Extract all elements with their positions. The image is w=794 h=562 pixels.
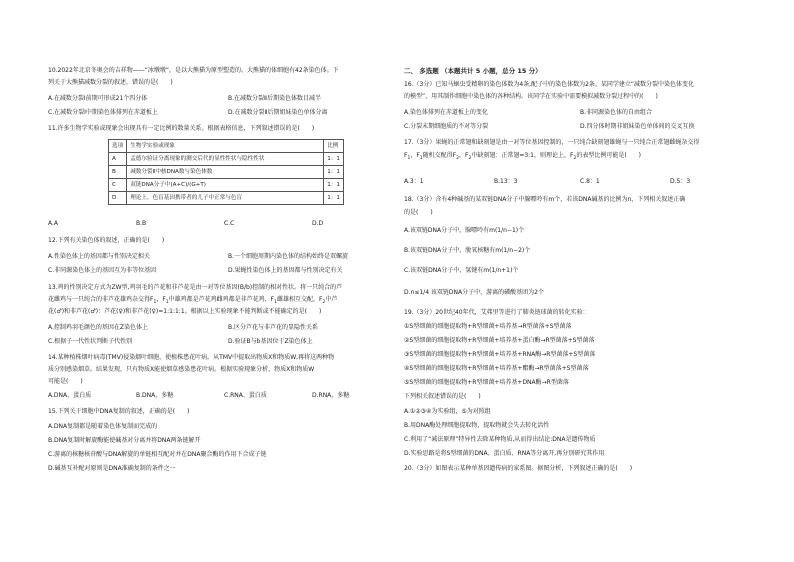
q14-options — [48, 393, 378, 400]
q11-table — [108, 139, 344, 205]
q10-stem-line1: 10.2022年北京冬奥会的吉祥物——“冰墩墩”，是以大熊猫为原型塑造的。大熊猫的体细胞有42条染色体。下 — [48, 67, 339, 74]
q19-option-c: C.利用了“减法原理”特异性去除某种物质,从而得出结论:DNA是遗传物质 — [404, 436, 596, 443]
q11-option-a: A.A — [48, 220, 59, 227]
table-cell: 1：1 — [324, 153, 344, 166]
table-cell: A — [109, 153, 127, 166]
q19-item-1: ①S型细菌的细胞提取物+R型细菌+培养基→R型菌落+S型菌落 — [404, 323, 572, 330]
q16-stem-line2: 的模型”，用其制作细胞中染色体的各种结构。该同学在实验中需要模拟减数分裂过程中的( ) — [404, 93, 658, 100]
q18-option-c: C.该双链DNA分子中，氢键有m(1/n+1)个 — [404, 267, 519, 274]
q14-stem-line2: 质分别感染烟草。结果发现，只有物质X能使烟草感染患花叶病。根据实验现象分析，物质X和物质W — [48, 366, 315, 373]
q11-stem: 11.许多生物学实验或现象会出现具有一定比例的数量关系。根据表格信息，下列叙述错误的是( ) — [48, 125, 315, 132]
q12-stem: 12.下列有关染色体的叙述，正确的是( ) — [48, 237, 165, 244]
q15-option-a: A.DNA复制都是随着染色体复制而完成的 — [48, 423, 158, 430]
q10-stem-line2: 列关于大熊猫减数分裂的叙述，错误的是( ) — [48, 79, 173, 86]
q14-option-a: A.DNA、蛋白质 — [48, 392, 92, 399]
table-cell: 1：1 — [324, 192, 344, 205]
q15-option-c: C.游离的核糖核苷酸与DNA解旋的单链相互配对并在DNA聚合酶的作用下合成子链 — [48, 451, 267, 458]
q11-option-d: D.D — [312, 220, 324, 227]
q19-item-2: ②S型细菌的细胞提取物+R型细菌+培养基+蛋白酶→R型菌落+S型菌落 — [404, 337, 595, 344]
q19-item-4: ④S型细菌的细胞提取物+R型细菌+培养基+酯酶→R型菌落+S型菌落 — [404, 365, 589, 372]
q12-option-c: C.非同源染色体上的基因互为非等位基因 — [48, 267, 157, 274]
table-cell: 1：1 — [324, 179, 344, 192]
table-cell: B — [109, 166, 127, 179]
table-row — [109, 192, 344, 205]
q14-option-d: D.RNA、多糖 — [312, 392, 350, 399]
q16-stem-line1: 16.（3分）已知马蛔虫受精卵的染色体数为4条,配子中的染色体数为2条。某同学建立“减数分裂中染色体变化 — [404, 81, 695, 88]
q12-option-b: B.一个细胞周期内染色体的结构始终是双螺旋 — [228, 253, 349, 260]
q13-option-d: D.验证B与b基因位于Z染色体上 — [228, 338, 313, 345]
q11-options — [48, 221, 378, 228]
q10-option-c: C.在减数分裂Ⅰ中期染色体排列在赤道板上 — [48, 109, 158, 116]
q17-option-d: D.5：3 — [670, 178, 691, 185]
q18-stem-line1: 18.（3分）含有4种碱基的某双链DNA分子中腺嘌呤有m个，若该DNA碱基的比例为n，下列相关叙述正确 — [404, 196, 686, 203]
q16-option-b: B.非同源染色体的自由组合 — [580, 109, 653, 116]
q19-option-d: D.实验思路是将S型细菌的DNA、蛋白质、RNA等分离开,再分别研究其作用 — [404, 450, 605, 457]
q19-option-a: A.①②③④为实验组，⑤为对照组 — [404, 408, 491, 415]
q14-stem-line3: 可能是( ) — [48, 378, 83, 385]
q13-option-a: A.控制鸡羽毛颜色的基因在Z染色体上 — [48, 324, 149, 331]
table-cell: D — [109, 192, 127, 205]
q13-option-c: C.根据子一代性状判断子代性别 — [48, 338, 133, 345]
table-header-cell: 生物学实验或现象 — [127, 140, 324, 153]
q14-option-b: B.DNA、多糖 — [136, 392, 174, 399]
q19-stem: 19.（3分）20世纪40年代，艾弗里等进行了肺炎链球菌的转化实验： — [404, 309, 589, 316]
q19-stem-line2: 下列相关叙述错误的是( ) — [404, 393, 481, 400]
table-header-cell: 选项 — [109, 140, 127, 153]
table-header-cell: 比例 — [324, 140, 344, 153]
q19-item-5: ⑤S型细菌的细胞提取物+R型细菌+培养基+DNA酶→R型菌落 — [404, 379, 569, 386]
q17-options — [404, 179, 749, 186]
table-row — [109, 179, 344, 192]
q19-option-b: B.用DNA酶处理细胞提取物，提取物就会失去转化活性 — [404, 422, 550, 429]
q13-stem-line3: 花(♂)和非芦花(♂)：芦花(♀)和非芦花(♀)=1:1:1:1。根据以上实验现象不能判断或不能确定的是( ) — [48, 308, 322, 315]
q17-option-b: B.13：3 — [494, 178, 518, 185]
q16-option-a: A.染色体排列在赤道板上的变化 — [404, 109, 488, 116]
table-row — [109, 166, 344, 179]
table-cell: C — [109, 179, 127, 192]
q10-option-b: B.在减数分裂Ⅱ后期染色体数目减半 — [228, 95, 321, 102]
table-cell: 减数分裂Ⅱ中核DNA数与染色体数 — [127, 166, 324, 179]
q11-option-b: B.B — [136, 220, 147, 227]
q13-option-b: B.区分芦花与非芦花的显隐性关系 — [228, 324, 319, 331]
q19-item-3: ③S型细菌的细胞提取物+R型细菌+培养基+RNA酶→R型菌落+S型菌落 — [404, 351, 596, 358]
q18-option-a: A.该双链DNA分子中，腺嘌呤有m(1/n−1)个 — [404, 227, 525, 234]
q14-stem-line1: 14.某种植株烟叶病毒(TMV)侵染烟叶细胞，使植株患花叶病。从TMV中提取出物质X和物质W,再将这两种物 — [48, 354, 335, 361]
q13-stem-line1: 13.鸡的性别决定方式为ZW型,鸡羽毛的芦花和非芦花是由一对等位基因(B/b)控制的相对性状。将一只纯合的芦 — [48, 284, 343, 291]
q17-stem-line2: $F_1$，$F_1$随机交配得$F_2$，$F_2$中缺刻翅：正常翅=3:1，则理论上，$F_2$的表型比例可能是( ) — [404, 152, 642, 162]
q15-option-b: B.DNA复制时解旋酶能使碱基对分离并将DNA两条链解开 — [48, 437, 201, 444]
table-cell: 1：1 — [324, 166, 344, 179]
q18-stem-line2: 的是( ) — [404, 209, 433, 216]
q15-option-d: D.碱基互补配对原则是DNA准确复制的条件之一 — [48, 465, 176, 472]
q16-option-d: D.四分体时期非姐妹染色单体间的交叉互换 — [580, 123, 695, 130]
q17-option-a: A.3：1 — [404, 178, 424, 185]
q17-option-c: C.8：1 — [580, 178, 600, 185]
q18-option-b: B.该双链DNA分子中，脱氧核糖有m(1/n−2)个 — [404, 247, 531, 254]
section-title: 二、 多选题 （本题共计 5 小题，总分 15 分） — [404, 67, 542, 75]
q16-option-c: C.分裂末期细胞质的不对等分裂 — [404, 123, 489, 130]
q15-stem: 15.下列关于细胞中DNA复制的叙述，正确的是( ) — [48, 408, 190, 415]
table-row — [109, 153, 344, 166]
table-header-row — [109, 140, 344, 153]
q18-option-d: D.n≤1/4 该双链DNA分子中，游离的磷酸基团为2个 — [404, 289, 544, 296]
q12-option-a: A.性染色体上的基因都与性别决定相关 — [48, 253, 150, 260]
q10-option-d: D.在减数分裂Ⅱ后期姐妹染色单体分离 — [228, 109, 328, 116]
q13-stem-line2: 花雌鸡与一只纯合的非芦花雄鸡杂交得$F_1$，$F_1$中雄鸡都是芦花鸡雌鸡都是非芦花鸡，$F_1$雌雄相互交配，$F_2$中芦 — [48, 296, 338, 306]
q14-option-c: C.RNA、蛋白质 — [224, 392, 267, 399]
q12-option-d: D.果蝇性染色体上的基因都与性别决定有关 — [228, 267, 343, 274]
q20-stem: 20.（3分）如图表示某种单基因遗传病的家系图。据图分析，下列叙述正确的是( ) — [404, 465, 633, 472]
q11-option-c: C.C — [224, 220, 235, 227]
q17-stem-line1: 17.（3分）果蝇的正常翅和缺刻翅是由一对等位基因控制的，一只纯合缺刻翅雄蝇与一只纯合正常翅雌蝇杂交得 — [404, 139, 700, 146]
q10-option-a: A.在减数分裂Ⅰ前期可形成21个四分体 — [48, 95, 148, 102]
table-cell: 孟德尔验证分离现象的测交后代的显性性状与隐性性状 — [127, 153, 324, 166]
table-cell: 双链DNA分子中(A+C)/(G+T) — [127, 179, 324, 192]
table-cell: 理论上，色盲基因携带者的儿子中正常与色盲 — [127, 192, 324, 205]
